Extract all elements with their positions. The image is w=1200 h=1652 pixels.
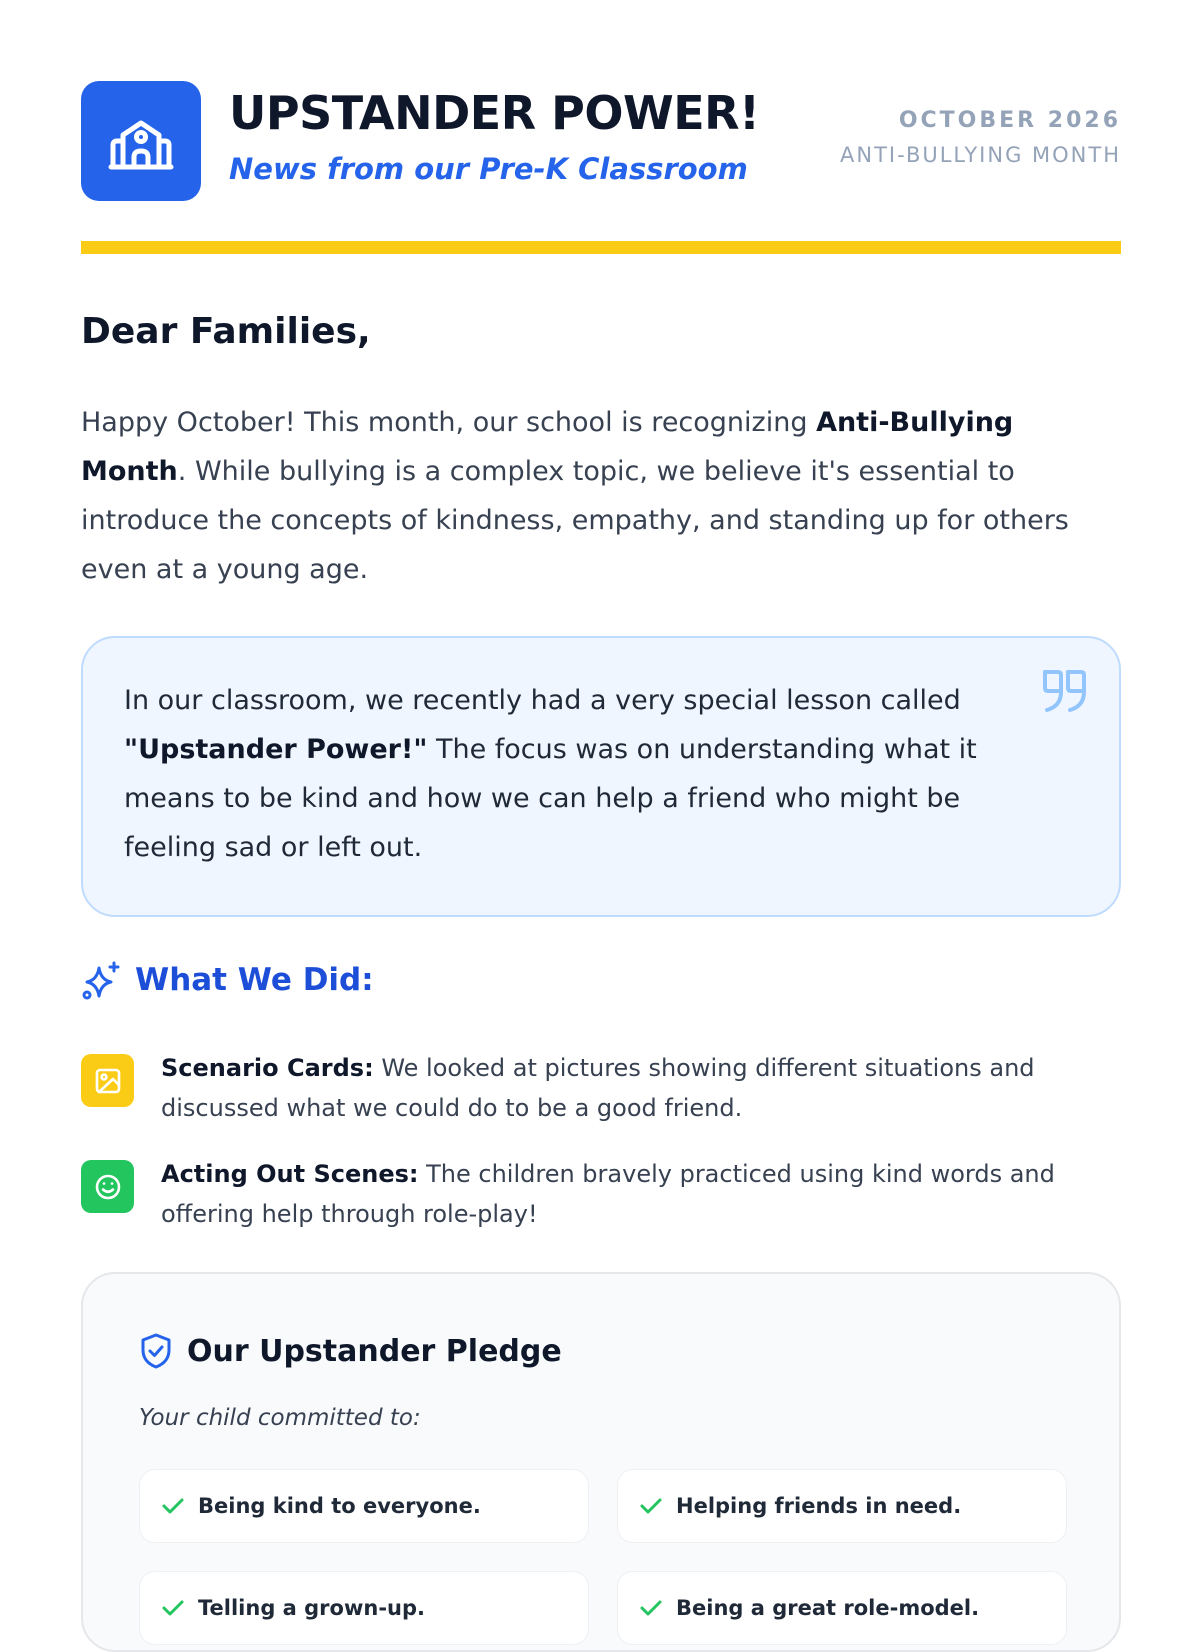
sparkles-icon: [81, 960, 121, 1000]
image-icon: [94, 1067, 122, 1095]
pledge-item: Being kind to everyone.: [139, 1469, 589, 1543]
check-icon: [162, 1599, 184, 1617]
activity-icon-box: [81, 1054, 134, 1107]
pledge-heading: [139, 1332, 562, 1370]
pledge-item: Being a great role-model.: [617, 1571, 1067, 1645]
header-divider: [81, 241, 1121, 254]
pledge-card: [81, 1272, 1121, 1652]
activity-text: Scenario Cards: We looked at pictures showing different situations and discussed what we could do to be a good friend.: [161, 1054, 1035, 1122]
activity-icon-box: [81, 1160, 134, 1213]
activities-heading: [81, 960, 374, 1000]
pledge-item: Helping friends in need.: [617, 1469, 1067, 1543]
lesson-quote-text: In our classroom, we recently had a very special lesson called "Upstander Power!" The focus was on understanding what it means to be kind and how we can help a friend who might be feeling sad or left out.: [124, 685, 977, 863]
shield-check-icon: [139, 1332, 173, 1370]
activity-text: Acting Out Scenes: The children bravely practiced using kind words and offering help through role-play!: [161, 1160, 1055, 1228]
activities-title: What We Did:: [135, 962, 374, 998]
greeting: Dear Families,: [81, 311, 371, 352]
newsletter-title: UPSTANDER POWER!: [229, 86, 760, 140]
pledge-lead: Your child committed to:: [139, 1405, 421, 1431]
school-logo: [81, 81, 201, 201]
check-icon: [162, 1497, 184, 1515]
issue-theme: ANTI-BULLYING MONTH: [840, 143, 1121, 167]
lesson-quote-card: [81, 636, 1121, 917]
pledge-item: Telling a grown-up.: [139, 1571, 589, 1645]
check-icon: [640, 1599, 662, 1617]
intro-highlight: Anti-Bullying Month: [81, 407, 1014, 487]
quote-icon: [1041, 668, 1089, 714]
pledge-title: Our Upstander Pledge: [187, 1333, 562, 1369]
lesson-name: "Upstander Power!": [124, 734, 428, 765]
issue-date: OCTOBER 2026: [898, 108, 1121, 133]
check-icon: [640, 1497, 662, 1515]
intro-paragraph: Happy October! This month, our school is recognizing Anti-Bullying Month. While bullying is a complex topic, we believe it's essential to introduce the concepts of kindness, empathy, and standing up for others even at a young age.: [81, 407, 1069, 585]
school-icon: [109, 111, 173, 171]
newsletter-subtitle: News from our Pre-K Classroom: [229, 152, 748, 186]
smile-icon: [94, 1173, 122, 1201]
